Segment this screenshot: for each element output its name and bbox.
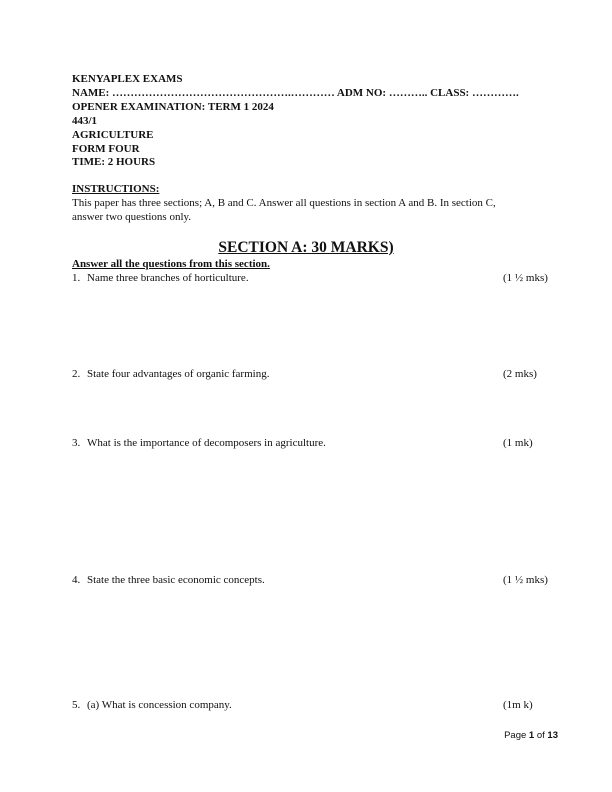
question-text: State the three basic economic concepts. xyxy=(87,574,265,586)
question-marks: (2 mks) xyxy=(503,368,537,380)
exam-time: TIME: 2 HOURS xyxy=(72,156,156,169)
instructions-block xyxy=(72,183,552,225)
instructions-line-2: answer two questions only. xyxy=(72,210,192,223)
question-marks: (1 ½ mks) xyxy=(503,574,548,586)
name-adm-class-line: NAME: ………………………………………….………… ADM NO: ……….. CLASS: …………. xyxy=(72,86,519,99)
exam-org: KENYAPLEX EXAMS xyxy=(72,73,183,85)
question-number: 2. xyxy=(72,368,81,380)
question-marks: (1 mk) xyxy=(503,437,533,449)
total-pages: 13 xyxy=(547,730,558,741)
question-2 xyxy=(72,368,556,382)
question-number: 3. xyxy=(72,437,81,449)
instructions-title: INSTRUCTIONS: xyxy=(72,183,160,195)
exam-title: OPENER EXAMINATION: TERM 1 2024 xyxy=(72,100,274,113)
page-number xyxy=(504,730,558,741)
question-text: Name three branches of horticulture. xyxy=(87,272,249,284)
section-title: SECTION A: 30 MARKS) xyxy=(218,239,394,256)
question-number: 4. xyxy=(72,574,81,586)
question-5 xyxy=(72,699,556,713)
current-page: 1 xyxy=(528,730,535,741)
question-number: 1. xyxy=(72,272,81,284)
subject: AGRICULTURE xyxy=(72,128,154,141)
exam-header xyxy=(72,73,552,170)
paper-code: 443/1 xyxy=(72,114,98,127)
form-level: FORM FOUR xyxy=(72,142,140,155)
of-word: of xyxy=(536,730,545,741)
question-1 xyxy=(72,272,556,286)
instructions-text xyxy=(72,197,552,225)
section-subtitle: Answer all the questions from this section. xyxy=(72,258,270,270)
question-marks: (1 ½ mks) xyxy=(503,272,548,284)
question-4 xyxy=(72,574,556,588)
instructions-line-1: This paper has three sections; A, B and C. Answer all questions in section A and B. In section C, xyxy=(72,197,496,209)
question-text: What is the importance of decomposers in agriculture. xyxy=(87,437,326,449)
question-text: State four advantages of organic farming. xyxy=(87,368,270,380)
question-marks: (1m k) xyxy=(503,699,533,711)
question-3 xyxy=(72,437,556,451)
page-word: Page xyxy=(504,730,527,741)
question-number: 5. xyxy=(72,699,81,711)
question-text: (a) What is concession company. xyxy=(87,699,232,711)
